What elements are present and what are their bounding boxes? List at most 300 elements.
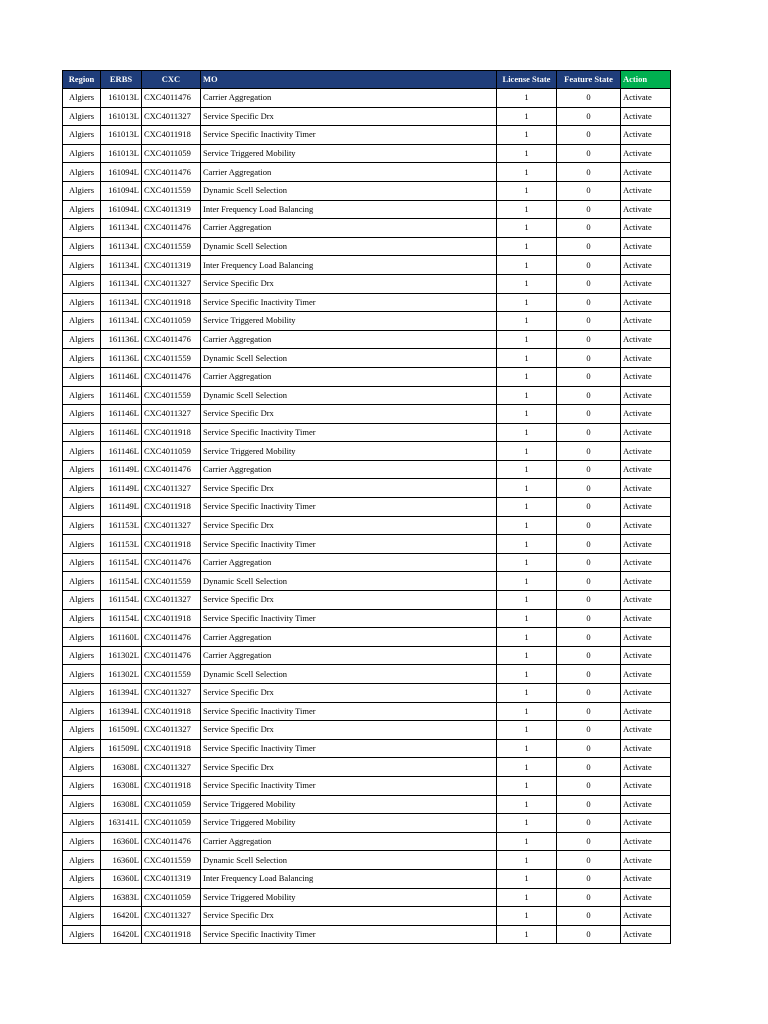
cell-feature-state[interactable]: 0 [557,609,621,628]
cell-feature-state[interactable]: 0 [557,423,621,442]
cell-cxc[interactable]: CXC4011476 [142,163,201,182]
cell-license-state[interactable]: 1 [497,479,557,498]
cell-license-state[interactable]: 1 [497,312,557,331]
cell-cxc[interactable]: CXC4011476 [142,219,201,238]
cell-action[interactable]: Activate [621,330,671,349]
cell-feature-state[interactable]: 0 [557,795,621,814]
cell-action[interactable]: Activate [621,312,671,331]
cell-license-state[interactable]: 1 [497,832,557,851]
cell-cxc[interactable]: CXC4011559 [142,572,201,591]
cell-cxc[interactable]: CXC4011319 [142,200,201,219]
cell-cxc[interactable]: CXC4011918 [142,609,201,628]
cell-mo[interactable]: Service Specific Drx [201,516,497,535]
cell-mo[interactable]: Service Specific Inactivity Timer [201,702,497,721]
cell-license-state[interactable]: 1 [497,405,557,424]
cell-cxc[interactable]: CXC4011918 [142,293,201,312]
cell-license-state[interactable]: 1 [497,869,557,888]
cell-cxc[interactable]: CXC4011327 [142,479,201,498]
cell-cxc[interactable]: CXC4011918 [142,498,201,517]
cell-license-state[interactable]: 1 [497,702,557,721]
cell-region[interactable]: Algiers [63,293,101,312]
cell-region[interactable]: Algiers [63,721,101,740]
cell-license-state[interactable]: 1 [497,293,557,312]
cell-erbs[interactable]: 161154L [101,591,142,610]
cell-mo[interactable]: Service Triggered Mobility [201,814,497,833]
cell-license-state[interactable]: 1 [497,442,557,461]
col-header-erbs[interactable]: ERBS [101,71,142,89]
cell-mo[interactable]: Service Triggered Mobility [201,144,497,163]
cell-erbs[interactable]: 16383L [101,888,142,907]
cell-region[interactable]: Algiers [63,851,101,870]
cell-feature-state[interactable]: 0 [557,107,621,126]
cell-cxc[interactable]: CXC4011559 [142,665,201,684]
cell-action[interactable]: Activate [621,609,671,628]
cell-cxc[interactable]: CXC4011327 [142,107,201,126]
cell-feature-state[interactable]: 0 [557,405,621,424]
cell-mo[interactable]: Dynamic Scell Selection [201,181,497,200]
cell-feature-state[interactable]: 0 [557,665,621,684]
cell-feature-state[interactable]: 0 [557,832,621,851]
cell-action[interactable]: Activate [621,832,671,851]
cell-action[interactable]: Activate [621,665,671,684]
cell-erbs[interactable]: 161013L [101,126,142,145]
cell-action[interactable]: Activate [621,460,671,479]
cell-cxc[interactable]: CXC4011327 [142,405,201,424]
cell-license-state[interactable]: 1 [497,200,557,219]
cell-action[interactable]: Activate [621,293,671,312]
cell-feature-state[interactable]: 0 [557,367,621,386]
cell-action[interactable]: Activate [621,851,671,870]
cell-erbs[interactable]: 161394L [101,702,142,721]
cell-region[interactable]: Algiers [63,423,101,442]
cell-mo[interactable]: Carrier Aggregation [201,646,497,665]
cell-erbs[interactable]: 161154L [101,553,142,572]
cell-action[interactable]: Activate [621,721,671,740]
cell-region[interactable]: Algiers [63,367,101,386]
cell-feature-state[interactable]: 0 [557,163,621,182]
cell-feature-state[interactable]: 0 [557,888,621,907]
cell-action[interactable]: Activate [621,795,671,814]
cell-license-state[interactable]: 1 [497,609,557,628]
cell-feature-state[interactable]: 0 [557,925,621,944]
col-header-action[interactable]: Action [621,71,671,89]
cell-region[interactable]: Algiers [63,498,101,517]
cell-region[interactable]: Algiers [63,888,101,907]
cell-mo[interactable]: Service Specific Drx [201,907,497,926]
cell-license-state[interactable]: 1 [497,163,557,182]
cell-mo[interactable]: Carrier Aggregation [201,89,497,108]
cell-license-state[interactable]: 1 [497,888,557,907]
cell-feature-state[interactable]: 0 [557,684,621,703]
cell-cxc[interactable]: CXC4011059 [142,888,201,907]
cell-cxc[interactable]: CXC4011476 [142,367,201,386]
cell-erbs[interactable]: 161134L [101,219,142,238]
cell-mo[interactable]: Service Triggered Mobility [201,442,497,461]
cell-license-state[interactable]: 1 [497,144,557,163]
cell-feature-state[interactable]: 0 [557,739,621,758]
cell-feature-state[interactable]: 0 [557,460,621,479]
cell-erbs[interactable]: 161153L [101,535,142,554]
cell-feature-state[interactable]: 0 [557,553,621,572]
cell-cxc[interactable]: CXC4011559 [142,386,201,405]
cell-cxc[interactable]: CXC4011476 [142,553,201,572]
cell-region[interactable]: Algiers [63,144,101,163]
cell-region[interactable]: Algiers [63,795,101,814]
cell-region[interactable]: Algiers [63,869,101,888]
cell-erbs[interactable]: 161153L [101,516,142,535]
cell-region[interactable]: Algiers [63,181,101,200]
cell-action[interactable]: Activate [621,869,671,888]
cell-erbs[interactable]: 163141L [101,814,142,833]
cell-license-state[interactable]: 1 [497,349,557,368]
cell-feature-state[interactable]: 0 [557,200,621,219]
cell-action[interactable]: Activate [621,572,671,591]
cell-mo[interactable]: Dynamic Scell Selection [201,349,497,368]
cell-feature-state[interactable]: 0 [557,535,621,554]
cell-mo[interactable]: Service Specific Inactivity Timer [201,609,497,628]
cell-feature-state[interactable]: 0 [557,869,621,888]
cell-license-state[interactable]: 1 [497,814,557,833]
cell-erbs[interactable]: 161160L [101,628,142,647]
cell-region[interactable]: Algiers [63,609,101,628]
cell-cxc[interactable]: CXC4011918 [142,925,201,944]
cell-mo[interactable]: Service Triggered Mobility [201,795,497,814]
cell-region[interactable]: Algiers [63,591,101,610]
cell-mo[interactable]: Carrier Aggregation [201,460,497,479]
cell-feature-state[interactable]: 0 [557,646,621,665]
cell-license-state[interactable]: 1 [497,498,557,517]
cell-cxc[interactable]: CXC4011059 [142,442,201,461]
cell-erbs[interactable]: 161302L [101,665,142,684]
cell-cxc[interactable]: CXC4011059 [142,144,201,163]
cell-region[interactable]: Algiers [63,442,101,461]
cell-mo[interactable]: Service Specific Drx [201,721,497,740]
cell-mo[interactable]: Carrier Aggregation [201,219,497,238]
cell-region[interactable]: Algiers [63,200,101,219]
cell-action[interactable]: Activate [621,591,671,610]
cell-erbs[interactable]: 161154L [101,572,142,591]
cell-feature-state[interactable]: 0 [557,274,621,293]
cell-action[interactable]: Activate [621,553,671,572]
cell-action[interactable]: Activate [621,219,671,238]
cell-erbs[interactable]: 161394L [101,684,142,703]
col-header-license-state[interactable]: License State [497,71,557,89]
cell-cxc[interactable]: CXC4011559 [142,349,201,368]
cell-license-state[interactable]: 1 [497,516,557,535]
cell-mo[interactable]: Carrier Aggregation [201,628,497,647]
cell-mo[interactable]: Service Specific Drx [201,405,497,424]
cell-license-state[interactable]: 1 [497,237,557,256]
cell-region[interactable]: Algiers [63,628,101,647]
cell-erbs[interactable]: 161134L [101,256,142,275]
cell-region[interactable]: Algiers [63,739,101,758]
cell-region[interactable]: Algiers [63,219,101,238]
cell-license-state[interactable]: 1 [497,219,557,238]
cell-action[interactable]: Activate [621,163,671,182]
cell-mo[interactable]: Dynamic Scell Selection [201,386,497,405]
cell-erbs[interactable]: 161146L [101,367,142,386]
cell-license-state[interactable]: 1 [497,386,557,405]
cell-region[interactable]: Algiers [63,479,101,498]
col-header-cxc[interactable]: CXC [142,71,201,89]
cell-mo[interactable]: Service Specific Inactivity Timer [201,423,497,442]
cell-action[interactable]: Activate [621,702,671,721]
cell-feature-state[interactable]: 0 [557,628,621,647]
cell-action[interactable]: Activate [621,535,671,554]
cell-action[interactable]: Activate [621,107,671,126]
cell-region[interactable]: Algiers [63,776,101,795]
cell-mo[interactable]: Service Specific Drx [201,274,497,293]
cell-erbs[interactable]: 161094L [101,200,142,219]
cell-erbs[interactable]: 161094L [101,181,142,200]
cell-erbs[interactable]: 161509L [101,721,142,740]
cell-cxc[interactable]: CXC4011327 [142,684,201,703]
cell-cxc[interactable]: CXC4011476 [142,628,201,647]
cell-region[interactable]: Algiers [63,107,101,126]
cell-feature-state[interactable]: 0 [557,591,621,610]
cell-mo[interactable]: Inter Frequency Load Balancing [201,256,497,275]
cell-feature-state[interactable]: 0 [557,572,621,591]
cell-region[interactable]: Algiers [63,330,101,349]
cell-cxc[interactable]: CXC4011327 [142,907,201,926]
cell-erbs[interactable]: 161146L [101,386,142,405]
cell-cxc[interactable]: CXC4011327 [142,758,201,777]
cell-action[interactable]: Activate [621,89,671,108]
cell-license-state[interactable]: 1 [497,181,557,200]
cell-mo[interactable]: Dynamic Scell Selection [201,665,497,684]
cell-erbs[interactable]: 161146L [101,405,142,424]
cell-region[interactable]: Algiers [63,665,101,684]
cell-erbs[interactable]: 16420L [101,907,142,926]
cell-mo[interactable]: Service Triggered Mobility [201,312,497,331]
cell-region[interactable]: Algiers [63,832,101,851]
cell-cxc[interactable]: CXC4011559 [142,851,201,870]
cell-erbs[interactable]: 161509L [101,739,142,758]
cell-erbs[interactable]: 161136L [101,349,142,368]
cell-license-state[interactable]: 1 [497,684,557,703]
cell-feature-state[interactable]: 0 [557,758,621,777]
cell-erbs[interactable]: 161094L [101,163,142,182]
cell-feature-state[interactable]: 0 [557,498,621,517]
cell-mo[interactable]: Dynamic Scell Selection [201,572,497,591]
cell-license-state[interactable]: 1 [497,665,557,684]
cell-license-state[interactable]: 1 [497,591,557,610]
cell-action[interactable]: Activate [621,628,671,647]
cell-cxc[interactable]: CXC4011476 [142,646,201,665]
cell-license-state[interactable]: 1 [497,126,557,145]
cell-cxc[interactable]: CXC4011059 [142,814,201,833]
cell-feature-state[interactable]: 0 [557,851,621,870]
cell-action[interactable]: Activate [621,274,671,293]
cell-feature-state[interactable]: 0 [557,144,621,163]
cell-mo[interactable]: Inter Frequency Load Balancing [201,200,497,219]
cell-erbs[interactable]: 16420L [101,925,142,944]
cell-region[interactable]: Algiers [63,256,101,275]
cell-erbs[interactable]: 16308L [101,776,142,795]
cell-mo[interactable]: Service Triggered Mobility [201,888,497,907]
cell-erbs[interactable]: 161149L [101,460,142,479]
cell-erbs[interactable]: 161154L [101,609,142,628]
cell-action[interactable]: Activate [621,423,671,442]
cell-region[interactable]: Algiers [63,126,101,145]
cell-region[interactable]: Algiers [63,684,101,703]
cell-erbs[interactable]: 161136L [101,330,142,349]
cell-mo[interactable]: Service Specific Drx [201,684,497,703]
cell-action[interactable]: Activate [621,181,671,200]
cell-license-state[interactable]: 1 [497,795,557,814]
cell-mo[interactable]: Service Specific Inactivity Timer [201,776,497,795]
cell-feature-state[interactable]: 0 [557,479,621,498]
cell-region[interactable]: Algiers [63,312,101,331]
cell-erbs[interactable]: 161149L [101,479,142,498]
cell-mo[interactable]: Service Specific Inactivity Timer [201,925,497,944]
cell-erbs[interactable]: 161013L [101,89,142,108]
cell-cxc[interactable]: CXC4011918 [142,423,201,442]
cell-region[interactable]: Algiers [63,535,101,554]
cell-erbs[interactable]: 16308L [101,795,142,814]
cell-cxc[interactable]: CXC4011319 [142,869,201,888]
cell-region[interactable]: Algiers [63,814,101,833]
cell-license-state[interactable]: 1 [497,107,557,126]
cell-mo[interactable]: Carrier Aggregation [201,330,497,349]
col-header-feature-state[interactable]: Feature State [557,71,621,89]
cell-mo[interactable]: Service Specific Drx [201,591,497,610]
cell-license-state[interactable]: 1 [497,423,557,442]
cell-action[interactable]: Activate [621,907,671,926]
cell-mo[interactable]: Carrier Aggregation [201,832,497,851]
cell-region[interactable]: Algiers [63,460,101,479]
cell-license-state[interactable]: 1 [497,907,557,926]
cell-cxc[interactable]: CXC4011476 [142,89,201,108]
cell-erbs[interactable]: 161146L [101,423,142,442]
cell-cxc[interactable]: CXC4011918 [142,739,201,758]
cell-cxc[interactable]: CXC4011559 [142,181,201,200]
cell-license-state[interactable]: 1 [497,274,557,293]
cell-license-state[interactable]: 1 [497,367,557,386]
cell-erbs[interactable]: 161134L [101,312,142,331]
cell-action[interactable]: Activate [621,684,671,703]
cell-cxc[interactable]: CXC4011059 [142,795,201,814]
cell-region[interactable]: Algiers [63,572,101,591]
cell-license-state[interactable]: 1 [497,851,557,870]
cell-action[interactable]: Activate [621,256,671,275]
cell-action[interactable]: Activate [621,888,671,907]
cell-action[interactable]: Activate [621,367,671,386]
cell-region[interactable]: Algiers [63,702,101,721]
cell-mo[interactable]: Carrier Aggregation [201,367,497,386]
cell-cxc[interactable]: CXC4011918 [142,535,201,554]
cell-cxc[interactable]: CXC4011059 [142,312,201,331]
cell-feature-state[interactable]: 0 [557,702,621,721]
cell-action[interactable]: Activate [621,349,671,368]
cell-mo[interactable]: Carrier Aggregation [201,553,497,572]
cell-mo[interactable]: Service Specific Inactivity Timer [201,739,497,758]
cell-license-state[interactable]: 1 [497,460,557,479]
cell-license-state[interactable]: 1 [497,89,557,108]
cell-region[interactable]: Algiers [63,349,101,368]
cell-license-state[interactable]: 1 [497,776,557,795]
cell-license-state[interactable]: 1 [497,739,557,758]
cell-region[interactable]: Algiers [63,925,101,944]
cell-action[interactable]: Activate [621,925,671,944]
cell-region[interactable]: Algiers [63,646,101,665]
cell-cxc[interactable]: CXC4011559 [142,237,201,256]
cell-action[interactable]: Activate [621,739,671,758]
cell-erbs[interactable]: 161134L [101,237,142,256]
cell-action[interactable]: Activate [621,498,671,517]
cell-feature-state[interactable]: 0 [557,349,621,368]
cell-erbs[interactable]: 16360L [101,869,142,888]
cell-license-state[interactable]: 1 [497,628,557,647]
cell-action[interactable]: Activate [621,405,671,424]
cell-cxc[interactable]: CXC4011476 [142,330,201,349]
cell-region[interactable]: Algiers [63,516,101,535]
cell-cxc[interactable]: CXC4011918 [142,702,201,721]
cell-action[interactable]: Activate [621,516,671,535]
col-header-mo[interactable]: MO [201,71,497,89]
cell-action[interactable]: Activate [621,200,671,219]
cell-erbs[interactable]: 16360L [101,851,142,870]
cell-region[interactable]: Algiers [63,386,101,405]
cell-cxc[interactable]: CXC4011918 [142,776,201,795]
cell-region[interactable]: Algiers [63,405,101,424]
cell-feature-state[interactable]: 0 [557,126,621,145]
cell-mo[interactable]: Service Specific Drx [201,758,497,777]
cell-feature-state[interactable]: 0 [557,293,621,312]
cell-region[interactable]: Algiers [63,163,101,182]
cell-mo[interactable]: Service Specific Inactivity Timer [201,498,497,517]
cell-cxc[interactable]: CXC4011327 [142,721,201,740]
cell-region[interactable]: Algiers [63,758,101,777]
cell-erbs[interactable]: 161134L [101,293,142,312]
cell-cxc[interactable]: CXC4011327 [142,591,201,610]
cell-feature-state[interactable]: 0 [557,181,621,200]
cell-feature-state[interactable]: 0 [557,219,621,238]
cell-license-state[interactable]: 1 [497,330,557,349]
cell-cxc[interactable]: CXC4011476 [142,832,201,851]
cell-region[interactable]: Algiers [63,89,101,108]
cell-region[interactable]: Algiers [63,274,101,293]
cell-license-state[interactable]: 1 [497,256,557,275]
cell-mo[interactable]: Service Specific Drx [201,107,497,126]
cell-cxc[interactable]: CXC4011319 [142,256,201,275]
cell-erbs[interactable]: 16360L [101,832,142,851]
cell-cxc[interactable]: CXC4011476 [142,460,201,479]
cell-action[interactable]: Activate [621,758,671,777]
cell-action[interactable]: Activate [621,237,671,256]
cell-erbs[interactable]: 161302L [101,646,142,665]
cell-region[interactable]: Algiers [63,553,101,572]
cell-feature-state[interactable]: 0 [557,721,621,740]
cell-erbs[interactable]: 161013L [101,107,142,126]
cell-feature-state[interactable]: 0 [557,386,621,405]
cell-cxc[interactable]: CXC4011918 [142,126,201,145]
cell-feature-state[interactable]: 0 [557,330,621,349]
cell-mo[interactable]: Service Specific Inactivity Timer [201,293,497,312]
cell-action[interactable]: Activate [621,144,671,163]
cell-license-state[interactable]: 1 [497,535,557,554]
cell-erbs[interactable]: 161134L [101,274,142,293]
cell-action[interactable]: Activate [621,814,671,833]
cell-feature-state[interactable]: 0 [557,312,621,331]
cell-license-state[interactable]: 1 [497,721,557,740]
cell-region[interactable]: Algiers [63,237,101,256]
cell-license-state[interactable]: 1 [497,572,557,591]
cell-cxc[interactable]: CXC4011327 [142,516,201,535]
cell-mo[interactable]: Carrier Aggregation [201,163,497,182]
cell-license-state[interactable]: 1 [497,646,557,665]
cell-action[interactable]: Activate [621,776,671,795]
